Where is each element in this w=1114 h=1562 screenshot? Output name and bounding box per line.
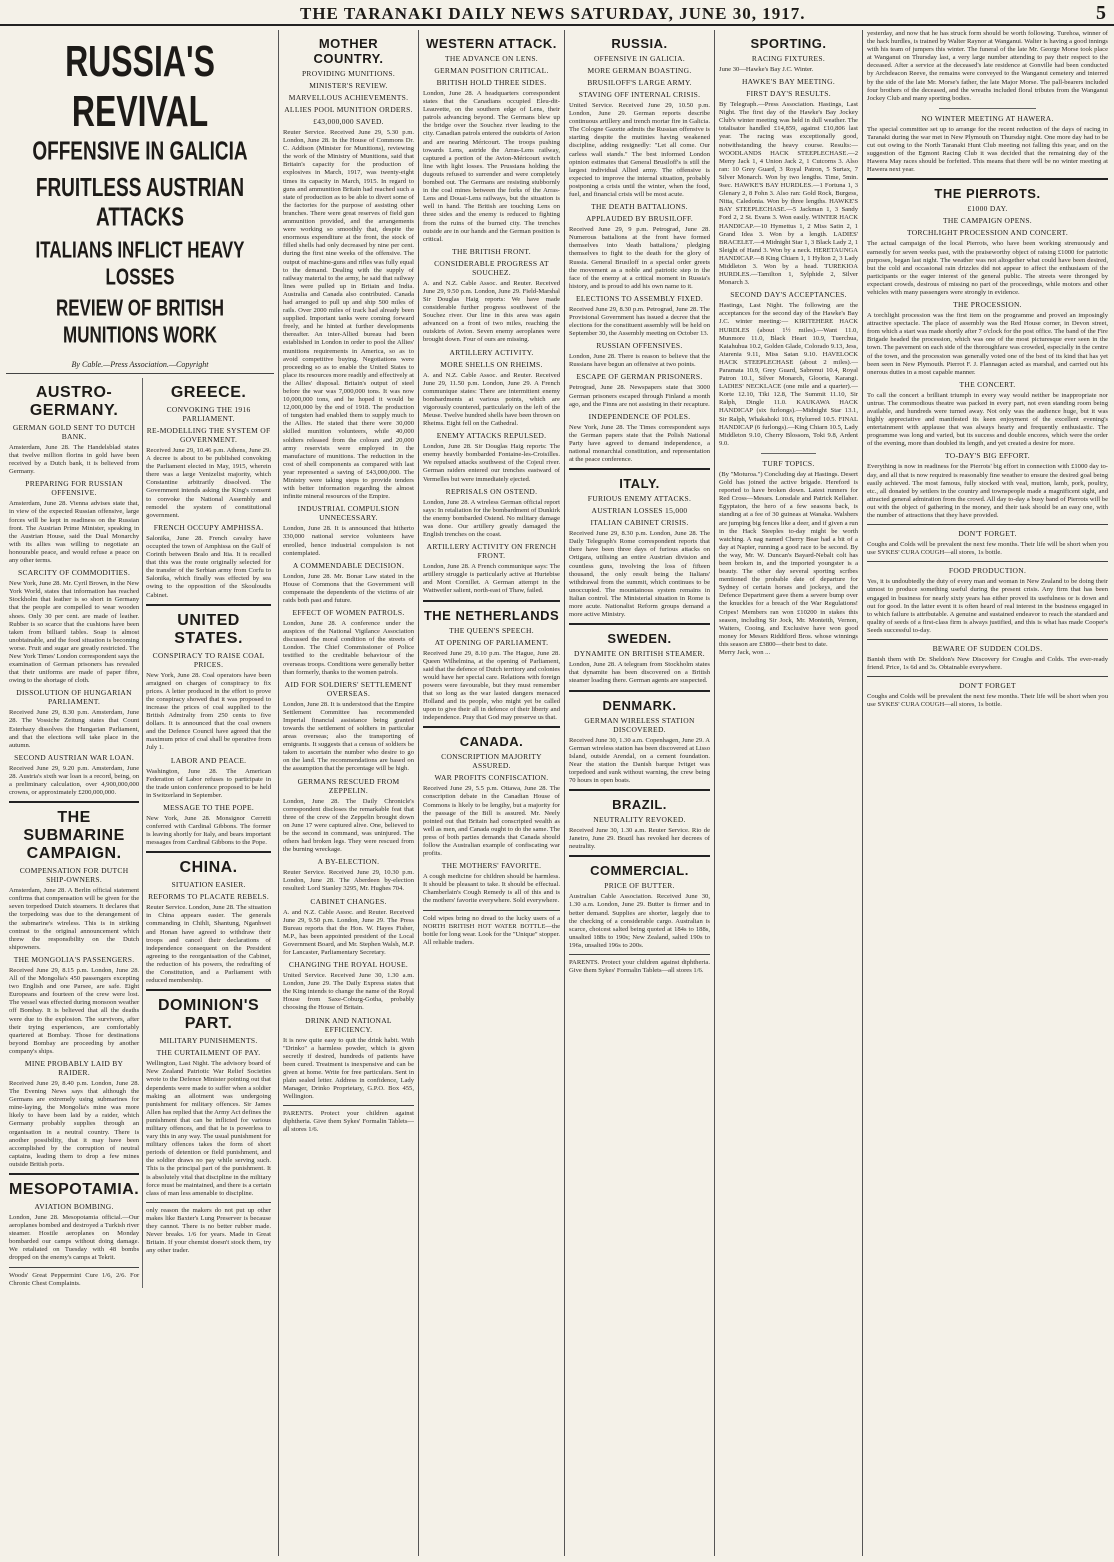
article-subhead: CONSIDERABLE PROGRESS AT SOUCHEZ. xyxy=(434,258,549,277)
article-body: Received June 29, 8.30 p.m. Petrograd, June 28. The Provisional Government has issued a decree that the elections for the constituent assembly will be held on September 30, the Assembly meeting on October 13. xyxy=(569,305,710,338)
article-subhead: ELECTIONS TO ASSEMBLY FIXED. xyxy=(575,293,704,303)
article-body: Wellington, Last Night. The advisory board of New Zealand Patriotic War Relief Societies wrote to the Defence Minister pointing out that dependents were made to suffer when a soldier making an allotment was undergoing punishment for military offences. Sir James Allen has replied that the Army Act defines the punishment that can be inflicted for various military offences, and that he is powerless to vary this in any way. The usual punishment for military offences takes the form of short periods of detention or field punishment, and the soldier draws no pay while serving such. This is the principal part of the punishment. It is absolutely vital that discipline in the military force must be maintained, and there is a certain class of man less amenable to discipline. xyxy=(146,1060,271,1197)
article-subhead: MINE PROBABLY LAID BY RAIDER. xyxy=(24,1058,124,1077)
article-subhead: THE PROCESSION. xyxy=(953,300,1022,310)
advertisement: Banish them with Dr. Sheldon's New Discovery for Coughs and Colds. The ever-ready friend. Price, 1s 6d and 3s. Obtainable everywhere. xyxy=(867,655,1108,672)
advertisement: Yes, it is undoubtedly the duty of every man and woman in New Zealand to be doing their utmost to produce something useful during the present crisis. Any firm that has been engaged in business for nearly sixty years has either proved its usefulness or is down and out for good. In the latter event it is often heard of real interest in the business engaged in to which failure is attributable. A genuine and sustained endeavor to reach the standard and quality of seeds of a first-class firm is always justified, and this is what has made Cooper's Seeds successful to-day. xyxy=(867,578,1108,634)
article-body: Petrograd, June 28. Newspapers state that 3000 German prisoners escaped through Finland a month ago, and the Finns are not assisting in their recapture. xyxy=(569,384,710,408)
article-subhead: PROVIDING MUNITIONS. xyxy=(301,69,396,78)
article-subhead: THE DEATH BATTALIONS. xyxy=(591,202,688,212)
article-body: A torchlight procession was the first item on the programme and proved an imposingly attractive spectacle. The place of assembly was the Red House corner, in Devon street, from which a start was made shortly after 7 o'clock for the post office. The band of the Fire Brigade headed the procession, which was one of the most picturesque ever seen in the town. The pavement on each side of the thoroughfare was crowded, especially in the centre of the town, and the procession was generally voted one of the best of its kind that has yet been seen in New Plymouth. Pierrot F. J. Flannagan acted as marshal, and carried out his onerous duties in a most capable manner. xyxy=(867,312,1108,376)
section-title-greece: GREECE. xyxy=(170,384,247,401)
article-body: London, June 28. Mesopotamia official.—Our aeroplanes bombed and destroyed a Turkish river steamer. Hostile aeroplanes on Monday bombarded our camps without doing damage. We retaliated on Tuesday with 48 bombs dropped on the enemy's camps at Tekrit. xyxy=(9,1214,140,1262)
article-body: London, June 28. A headquarters correspondent states that the Canadians occupied Eleu-dit-Leauvette, on the southern edge of Lens, their patrols advancing beyond. The Germans blew up the bridge over the Souchez river leading to the city. Canadian patrols entered the outskirts of Avion and are nearing Méricourt. The troops pushing towards Lens, astride the Arras-Lens railway, captured a portion of the Avion-Méricourt switch line with light losses. The Prussians holding the dugouts refused to surrender and were completely bombed out. The Germans are resisting stubbornly in the coal mines between the forks of the Arras-Lens and Douai-Lens railways, but the situation is well in hand. The British are touching Lens on three sides and the enemy is reduced to fighting from the ruins of the burned city. The trenches outside are in our hands and the German position is critical. xyxy=(423,90,560,243)
section-title-united-states: UNITED STATES. xyxy=(174,611,243,647)
column-1-split xyxy=(6,378,274,1288)
article-body: London, June 28. It is announced that hitherto 330,000 national service volunteers have enrolled, hence industrial compulsion is not contemplated. xyxy=(283,525,414,557)
article-body: New York, June 28. Monsignor Cerretti conferred with Cardinal Gibbons. The former is leaving shortly for Italy, and bears important messages from Cardinal Gibbons to the Pope. xyxy=(146,814,271,847)
article-subhead: MESSAGE TO THE POPE. xyxy=(163,802,255,812)
article-body: Received June 29, 8.40 p.m. London, June 28. The Evening News says that although the Germans are extremely using submarines for mine-laying, the Mongolia's mine was more likely to have been laid by a raider, which Germany probably supplies through an organisation in a neutral country. There is another possibility, that it may have been accomplished by the corruption of neutral captains, leading them to drop a few mines outside British ports. xyxy=(9,1079,140,1168)
section-title-canada: CANADA. xyxy=(459,734,524,750)
article-subhead: CABINET CHANGES. xyxy=(310,896,387,906)
advertisement: PARENTS. Protect your children against diphtheria. Give them Sykes' Formalin Tablets—all stores 1/6. xyxy=(283,1110,414,1134)
article-body: A. and N.Z. Cable Assoc. and Reuter. Received June 29, 9.50 p.m. London, June 29. The Press Bureau reports that the Hon. W. Hayes Fisher, M.P., has been appointed president of the Local Government Board, and Mr. Stephen Walsh, M.P. for Lancaster, Parliamentary Secretary. xyxy=(283,908,414,956)
article-body: Reuter Service. Received June 29, 10.30 p.m. London, June 28. The Aberdeen by-election resulted: Lord Stanley 3295, Mr. Hughes 704. xyxy=(283,869,414,893)
article-subhead: BRITISH HOLD THREE SIDES. xyxy=(436,78,547,87)
article-subhead: REFORMS TO PLACATE REBELS. xyxy=(148,892,270,902)
article-subhead: RUSSIAN OFFENSIVES. xyxy=(596,341,683,351)
article-subhead: AT OPENING OF PARLIAMENT. xyxy=(434,637,549,647)
article-body: Reuter Service. London, June 28. The situation in China appears easier. The generals commanding in Chihli, Shantung, Nganhwei and Honan have agreed to withdraw their troops and cancel their declarations of independence consequent on the President agreeing to the reorganisation of the Cabinet, the reduction of his powers, the redrafting of the Constitution, and a Parliament with reduced membership. xyxy=(146,904,271,985)
article-body: London, June 28. A conference under the auspices of the National Vigilance Association discussed the moral condition of the streets of London. The Chief Commissioner of Police testified to the creditable behaviour of the overseas troops. Conditions were generally better than formerly, thanks to the women patrols. xyxy=(283,620,414,676)
article-subhead: CONVOKING THE 1916 PARLIAMENT. xyxy=(166,405,251,423)
column-1b xyxy=(142,378,274,1288)
column-6 xyxy=(862,30,1112,1556)
article-subhead: THE CAMPAIGN OPENS. xyxy=(943,216,1032,226)
section-title-western-attack: WESTERN ATTACK. xyxy=(426,36,557,51)
section-title-denmark: DENMARK. xyxy=(602,697,677,713)
article-body: A cough medicine for children should be harmless. It should be pleasant to take. It should be effectual. Chamberlain's Cough Remedy is all of this and is the mothers' favorite everywhere. Sold everywhere. xyxy=(423,873,560,905)
column-5 xyxy=(714,30,862,1556)
column-4 xyxy=(564,30,714,1556)
article-body: (By "Moturoa.") Concluding day at Hastings. Desert Gold has joined the active brigade. Hereford is reported to have broken down. Latest runners for Red Cross—Messrs. Lonsdale and Patrick Kellaher. Egyptaton, the hero of a few seasons back, is standing at a fee of 30 guineas at Wanaka. Walshers are jumping big fences like a deer, and if given a run in the Hack Steeples to-day might be worth watching. A nag named Cherry Bear had a bit of a day at Napier, running a good race to be second. By the way, Mr. W. Duncan's Bayard-Nebalt colt has been broken in, and the imported youngster is a beauty. The other day several sporting scribes mentioned the probable date of departure for Sydney of certain horses and jockeys, and the Defence Department gave them a severe bump over the knuckles for a breach of the War Regulations! Cripes! Members ran won £10200 in stakes this season, including Sir Jock, Mr. Monteith, Vernon, Waiters, Cooing, and Exclusive have won good money for Messrs Riddiford Bros. whose winnings this season are £3800—their best to date. xyxy=(719,470,858,648)
article-body: Received June 29, 9 p.m. Petrograd, June 28. Numerous battalions at the front have formed themselves into 'death battalions,' pledging themselves to fight to the death for the glory of Russia. General Brusiloff in a special order greets the movement as a noble and patriotic step in the face of the enemy at a critical moment in Russia's history, and is proud to add his own name to it. xyxy=(569,226,710,290)
article-subhead: £43,000,000 SAVED. xyxy=(313,117,384,126)
article-subhead: MORE SHELLS ON RHEIMS. xyxy=(440,359,543,369)
advertisement: Cold wipes bring no dread to the lucky users of a NORTH BRITISH HOT WATER BOTTLE—the bottle for long wear. Look for the "Unique" stopper. All reliable traders. xyxy=(423,914,560,946)
article-body: New York, June 28. The Times correspondent says the German papers state that the Polish National Party have agreed to demand independence, a national monarchial constitution, and representation at the peace conference. xyxy=(569,423,710,464)
article-body: Washington, June 28. The American Federation of Labor refuses to participate in the trade union conference proposed to be held in Switzerland in September. xyxy=(146,767,271,799)
advertisement: Coughs and Colds will be prevalent the next few months. Their life will be short when you use SYKES' CURA COUGH—all stores, 1s bottle. xyxy=(867,693,1108,709)
section-title-italy: ITALY. xyxy=(619,476,660,492)
article-body: Merry Jack, won ... xyxy=(719,649,771,656)
article-body: A. and N.Z. Cable Assoc. and Reuter. Received June 29, 11.50 p.m. London, June 29. A French communique states: There are intermittent enemy bombardments at various points, which are vigorously countered, particularly on the left of the Meuse. Twelve hundred shells have been thrown on Rheims. Eight fell on the Cathedral. xyxy=(423,371,560,428)
article-subhead: INDUSTRIAL COMPULSION UNNECESSARY. xyxy=(297,504,400,523)
advertisement: Woods' Great Peppermint Cure 1/6, 2/6. For Chronic Chest Complaints. xyxy=(9,1271,140,1287)
article-subhead: ITALIAN CABINET CRISIS. xyxy=(590,518,689,528)
article-body: London, June 28. A telegram from Stockholm states that dynamite has been discovered on a British steamer loading there. German agents are suspected. xyxy=(569,661,710,685)
article-body: London, June 28. Sir Douglas Haig reports: The enemy heavily bombarded Fontaine-les-Croisilles. We repulsed attacks southwest of the Cojeul river. German raiders entered our trenches eastward of Vermelles but were immediately ejected. xyxy=(423,443,560,483)
article-body: Reuter Service. Received June 29, 5.30 p.m. London, June 28. In the House of Commons Dr. C. Addison (Minister for Munitions), reviewing the work of the Ministry of Munitions, said that Britain's capacity for the production of explosives in March, 1917, was twenty-eight times its capacity in March, 1915. In regard to guns and ammunition Britain had reached such a state of production as to be able to divert some of the factories for the purpose of assisting other branches. There were great reserves of field gun ammunition provided, and the arrangements were working so smoothly that, despite the enormous expenditure at the front, the stock of filled shells had only decreased by nine per cent. during the first nine weeks of the offensive. The output of machine-guns and rifles was fully equal to the demand. Dealing with the supply of railway material to the army, he said that railway lines were pulled up in Britain and India. Australia and Canada also contributed. Canada had arranged to pull up and ship 500 miles of rails. Over 2000 miles of track had already been supplied. Important tanks were coming forward freely, and he hinted at further developments thereafter. An inter-Allied bureau had been established in London in order to pool the Allies' munitions requirements in America, so as to avoid competitive buying. Negotiations were proceeding so as to enable the United States to place its resources more readily and effectively at the Allies' disposal. Britain's output of steel before the war was 7,000,000 tons. It was now 10,000,000 tons, and he hoped it would be 12,000,000 by the end of 1918. The production of tungsten had enabled them to supply much to the Allies. He stated that there were 30,000 skilled munition volunteers, while 40,000 soldiers released from the colours and 20,000 army reservists were employed in the manufacture of munitions. The reduction in the cost of shell components as compared with last year represented a saving of £43,000,000. The Ministry were taking steps to provide tenders with better information regarding the almost infinite mineral resources of the Empire. xyxy=(283,129,414,501)
article-subhead: HAWKE'S BAY MEETING. xyxy=(741,77,836,87)
article-body: London, June 28. The Daily Chronicle's correspondent discloses the remarkable feat that three of the crew of the Zeppelin brought down on June 17 were captured alive. One, believed to be the second in command, was uninjured. The others had broken legs. They were rescued from the burning wreckage. xyxy=(283,797,414,854)
article-subhead: RACING FIXTURES. xyxy=(751,54,826,63)
article-subhead: AUSTRIAN LOSSES 15,000 xyxy=(591,506,688,516)
article-body: The special committee set up to arrange for the recent reduction of the days of racing in Taranaki during the war met in New Plymouth on Thursday night. One more day had to be cut out owing to the North Taranaki Hunt Club meeting not falling this year, and on the suggestion of the Egmont Racing Club it was decided that the remaining day of the Hawera May races should be forfeited. This means that there will be no winter meeting at Hawera next year. xyxy=(867,125,1108,174)
article-subhead: COMPENSATION FOR DUTCH SHIP-OWNERS. xyxy=(19,866,129,885)
article-subhead: TO-DAY'S BIG EFFORT. xyxy=(945,451,1030,461)
article-body: United Service. Received June 29, 10.50 p.m. London, June 29. German reports describe continuous artillery and trench mortar fire in Galicia. The Cologne Gazette admits the Russian offensive is starting despite the mutinies having weakened discipline, adding resignedly: "Let all come. Our carless wall stands." The best informed London opinion estimates that General Brusiloff's is still the largest individual Allied army. The offensive is expected to improve the internal situation, probably postponing a crisis until the winter, when the food, fuel, and financial crisis will be most acute. xyxy=(569,102,710,199)
article-subhead: SECOND AUSTRIAN WAR LOAN. xyxy=(14,752,135,762)
article-body: London, June 28. There is reason to believe that the Russians have begun an offensive at two points. xyxy=(569,353,710,369)
article-subhead: DON'T FORGET. xyxy=(958,529,1017,539)
article-subhead: MARVELLOUS ACHIEVEMENTS. xyxy=(288,93,409,102)
article-subhead: THE ADVANCE ON LENS. xyxy=(445,54,538,63)
article-subhead: THE QUEEN'S SPEECH. xyxy=(449,625,534,635)
article-body: United Service. Received June 30, 1.30 a.m. London, June 29. The Daily Express states that the King intends to change the name of the Royal House from Saxe-Coburg-Gotha, probably choosing the House of Britain. xyxy=(283,972,414,1012)
article-subhead: SITUATION EASIER. xyxy=(171,880,246,890)
article-subhead: FOOD PRODUCTION. xyxy=(948,566,1027,576)
main-headline: RUSSIA'S REVIVAL xyxy=(65,37,215,136)
article-body: Received June 29, 8.30 p.m. Amsterdam, June 28. The Vossiche Zeitung states that Count Esterhazy dissolves the Hungarian Parliament, and that the elections will take place in the autumn. xyxy=(9,709,140,749)
deck-3: ITALIANS INFLICT HEAVY LOSSES xyxy=(35,237,245,290)
article-subhead: ARTILLERY ACTIVITY ON FRENCH FRONT. xyxy=(426,542,557,561)
article-subhead: WAR PROFITS CONFISCATION. xyxy=(434,773,549,783)
article-body: Australian Cable Association. Received June 30, 1.30 a.m. London, June 29. Butter is firmer and in better demand. Supplies are shorter, largely due to the checking of a considerable cargo. Australian is scarce, choicest salted being quoted at 184s to 188s, unsalted 188s to 190s; New Zealand, salted 190s to 196s, unsalted 196s to 200s. xyxy=(569,893,710,949)
article-body: A. and N.Z. Cable Assoc. and Reuter. Received June 29, 9.50 p.m. London, June 29. Field-Marshal Sir Douglas Haig reports: We have made considerable further progress southwest of the Souchez river. Our line in this area was again advanced on a front of two miles, reaching the outskirts of Avion. Seven enemy aeroplanes were brought down. Four of ours are missing. xyxy=(423,279,560,344)
section-title-commercial: COMMERCIAL. xyxy=(590,863,689,879)
article-subhead: THE CONCERT. xyxy=(959,379,1016,389)
section-title-china: CHINA. xyxy=(179,859,238,877)
article-body: By Telegraph.—Press Association. Hastings, Last Night. The first day of the Hawke's Bay Jockey Club's winter meeting was held in dull weather. The totalisator handled £14,859, against £10,806 last year. The racing was exceptionally good, notwithstanding the heavy course. Results:— WOODLANDS HACK STEEPLECHASE.—2 Merry Jack 1, 4 Union Jack 2, 1 Cutcorns 3. Also ran: 10 Grey Guard, 3 Royal Patron, 5 Surtax, 7 Silver Monarch. Won by two lengths. Time, 5min. 9sec. HAWKE'S BAY HURDLES.—1 Fortuna 1, 3 Glenary 2, 8 Fohn 3. Also ran: Gold Rock, Burgess, Nitta, Caledonia. Won by three lengths. HAWKE'S BAY STEEPLECHASE.—5 Jackman 1, 3 Sandy Ford 2, 2 St. Evans 3. Won easily. WINTER HACK HANDICAP.—10 Hymettus 1, 2 Miss Satin 2, 1 Grand Idea 3. Won by a length. LADIES' BRACELET.—4 Midnight Star 1, 3 Black Lady 2, 1 Sleight of Hand 3. Won by a neck. HERETAUNGA HANDICAP.—8 King Chiarn 1, 1 Hylton 2, 3 Lady Middleton 3. Won by a head. TUREKIOA HURDLES.—Tamilton 1, Sylphide 2, Silver Monarch 3. xyxy=(719,101,858,287)
section-title-submarine: THE SUBMARINE CAMPAIGN. xyxy=(23,809,125,863)
article-body: Received June 29, 10.46 p.m. Athens, June 29. A decree is about to be published convoking the Parliament elected in May, 1915, wherein there was a large Venizelist majority, which Constantine arbitrarily dissolved. The Government intends asking the King's consent to convoke the National Assembly and remodel the system of constitutional government. xyxy=(146,447,271,519)
section-title-sweden: SWEDEN. xyxy=(607,631,672,647)
article-subhead: CHANGING THE ROYAL HOUSE. xyxy=(288,960,409,970)
article-subhead: FURIOUS ENEMY ATTACKS. xyxy=(587,494,692,504)
page-number: 5 xyxy=(1096,2,1106,24)
article-body: yesterday, and now that he has struck form should be worth following. Turehoa, winner of the hack hurdles, is trained by Walter Raynor at Wanganui. Walter is having a good innings with his team of jumpers this winter. The funeral of the late Mr. George Morse took place at Wanganui on Thursday last, a very large number attending to pay their respect to the deceased. After a service at the deceased's late residence at Gonville had been conducted by Archdeacon Reeve, the remains were conveyed to the Wanganui cemetery and interred by the side of the late Mr. Morse's father, the late Major Morse. The pall-bearers included four brothers of the deceased, and the wreaths included floral tributes from the Wanganui Jockey Club and many sporting bodies. xyxy=(867,30,1108,102)
article-body: Amsterdam, June 28. The Handelsblad states that twelve million florins in gold have been received by a Dutch bank, it is believed from Germany. xyxy=(9,444,140,476)
article-body: Received June 30, 1.30 a.m. Reuter Service. Rio de Janeiro, June 29. Brazil has revoked her decrees of neutrality. xyxy=(569,827,710,851)
article-subhead: TURF TOPICS. xyxy=(762,458,815,468)
article-subhead: THE MONGOLIA'S PASSENGERS. xyxy=(13,954,135,964)
article-body: New York, June 28. Mr. Cyril Brown, in the New York World, states that information has reached Stockholm that leather is so short in Germany that the people are compelled to wear wooden shoes. Only 30 per cent. are made of leather. Rubber is so scarce that the cushions have been taken from billiard tables. Soap is almost unobtainable, and the food situation is becoming worse. Fruit and sugar are greatly restricted. The New York Times' London correspondent says the examination of German prisoners has revealed that their uniforms are made of paper fibre, owing to the shortage of cloth. xyxy=(9,580,140,685)
column-2 xyxy=(278,30,418,1556)
article-subhead: GERMAN POSITION CRITICAL. xyxy=(434,66,549,75)
column-3 xyxy=(418,30,564,1556)
section-title-russia: RUSSIA. xyxy=(611,36,668,51)
article-subhead: PRICE OF BUTTER. xyxy=(604,881,675,891)
article-subhead: AVIATION BOMBING. xyxy=(34,1202,114,1211)
article-subhead: CONSCRIPTION MAJORITY ASSURED. xyxy=(441,752,542,771)
article-subhead: DYNAMITE ON BRITISH STEAMER. xyxy=(574,649,705,659)
article-body: New York, June 28. Coal operators have been arraigned on charges of conspiracy to fix prices. A letter produced in the effort to prove the conspiracy showed that it was proposed to increase the prices of coal supplied to the British Admiralty from 250 cents to five dollars. It is announced that the coal owners and the Defence Council have agreed that the maximum price of coal shall be operative from July 1. xyxy=(146,671,271,752)
section-title-mesopotamia: MESOPOTAMIA. xyxy=(9,1181,140,1198)
article-body: Received June 29, 9.20 p.m. Amsterdam, June 28. Austria's sixth war loan is a record, being, on a preliminary calculation, over 4,900,000,000 crowns, or approximately £200,000,000. xyxy=(9,764,140,797)
section-title-netherlands: THE NETHERLANDS xyxy=(423,607,560,623)
masthead-title: THE TARANAKI DAILY NEWS SATURDAY, JUNE 30, 1917. xyxy=(300,4,806,23)
article-subhead: FRENCH OCCUPY AMPHISSA. xyxy=(153,522,264,532)
deck-2: FRUITLESS AUSTRIAN ATTACKS xyxy=(35,174,245,233)
article-subhead: MORE GERMAN BOASTING. xyxy=(587,66,692,75)
article-subhead: DRINK AND NATIONAL EFFICIENCY. xyxy=(305,1015,392,1034)
article-body: June 30—Hawke's Bay J.C. Winter. xyxy=(719,66,814,73)
article-subhead: MINISTER'S REVIEW. xyxy=(309,81,388,90)
article-subhead: BEWARE OF SUDDEN COLDS. xyxy=(932,643,1043,653)
section-title-brazil: BRAZIL. xyxy=(612,797,667,813)
section-title-mother-country: MOTHER COUNTRY. xyxy=(313,36,384,66)
section-title-pierrots: THE PIERROTS. xyxy=(934,186,1041,202)
advertisement: Coughs and Colds will be prevalent the next few months. Their life will be short when you use SYKES' CURA COUGH—all stores, 1s bottle. xyxy=(867,541,1108,557)
deck-1: OFFENSIVE IN GALICIA xyxy=(32,138,248,167)
article-body: Hastings, Last Night. The following are the acceptances for the second day of the Hawke's Bay J.C. winter meeting:— KIRITEHERE HACK HURDLES (about 1½ miles).—Want 11.0, Munmore 11.0, Black Heart 10.9, Tuerchua, Kaiahuhua 10.2, Golden Glade, Colorado 9.13, Jess, Atarenia 9.11, Miss Satan 9.10. HAVELOCK HACK STEEPLECHASE (about 2 miles).—Paramata 10.9, Grey Guard, Sabrenui 10.4, Royal Patron 10.1, Silver Monarch, Glooria, Karangi. LADIES' NECKLACE (one mile and a quarter).—Korte 12.10, Tiki 12.8, The Summit 11.10, Sir Ralph, Dingle 11.0. KAUKAWA HACK HANDICAP (six furlongs).—Midnight Star 13.1, Sir Ralph, Whakahoki 10.6, Hylurred 10.5. FINAL HANDICAP (6 furlongs).—King Chiarn 10.5, Lady Middleton 9.10, Cherry Blossom, Toki 9.8, Ardent 9.0. xyxy=(719,302,858,447)
advertisement: PARENTS. Protect your children against diphtheria. Give them Sykes' Formalin Tablets—all stores 1/6. xyxy=(569,959,710,975)
article-subhead: £1000 DAY. xyxy=(967,204,1008,214)
article-subhead: RE-MODELLING THE SYSTEM OF GOVERNMENT. xyxy=(146,426,271,444)
article-body: Everything is now in readiness for the Pierrots' big effort in connection with £1000 day to-day, and all that is now required is reasonably fine weather to ensure the desired goal being easily achieved. The most famous, fully stocked with veal, mutton, lamb, pork, poultry, etc., all donated by settlers in the country and townspeople made a magnificent sight, and attracted general admiration from the crowd. All day to-day a busy band of Pierrots will be out with the object of gathering in the money, and their task should be an easy one, with the number of attractions that they have provided. xyxy=(867,463,1108,520)
advertisement: only reason the makers do not put up other makes like Baxter's Lung Preserver is because they cannot. There is no better rubber made. Never breaks. 1/6 for years. Made in Great Britain. If your chemist doesn't stock them, try any other trader. xyxy=(146,1206,271,1255)
article-body: London, June 28. A French communique says: The artillery struggle is particularly active at Hurtebise and Mont Cornillet. A German attempt in the Wattweiler salient, north-east of Thaw, failed. xyxy=(423,563,560,595)
article-subhead: DISSOLUTION OF HUNGARIAN PARLIAMENT. xyxy=(16,688,132,707)
article-subhead: APPLAUDED BY BRUSILOFF. xyxy=(585,214,694,224)
column-1a xyxy=(6,378,142,1288)
byline: By Cable.—Press Association.—Copyright xyxy=(71,360,209,369)
article-subhead: PREPARING FOR RUSSIAN OFFENSIVE. xyxy=(25,479,123,498)
article-body: London, June 28. Mr. Bonar Law stated in the House of Commons that the Government will compensate the dependents of the victims of air raids both past and future. xyxy=(283,572,414,604)
article-subhead: NO WINTER MEETING AT HAWERA. xyxy=(921,113,1054,123)
article-subhead: CONSPIRACY TO RAISE COAL PRICES. xyxy=(152,650,265,669)
article-subhead: INDEPENDENCE OF POLES. xyxy=(588,411,691,421)
article-subhead: SECOND DAY'S ACCEPTANCES. xyxy=(730,290,847,300)
section-title-austro-germany: AUSTRO-GERMANY. xyxy=(29,384,119,419)
article-subhead: ALLIES POOL MUNITION ORDERS. xyxy=(284,105,413,114)
article-subhead: GERMANS RESCUED FROM ZEPPELIN. xyxy=(297,776,400,795)
article-body: The actual campaign of the local Pierrots, who have been working strenuously and earnestly for seven weeks past, with the praiseworthy object of raising £1000 for patriotic purposes, began last night. The weather was not altogether what could have been desired, but the cold and occasional rain drizzles did not appear to affect the enthusiasm of the participants or the eager interest of the general public. The streets were thronged by expectant crowds, desirous of missing no part of the proceedings, while motors and other vehicles with many passengers were strongly in evidence. xyxy=(867,240,1108,296)
article-body: Received June 29, 5.5 p.m. Ottawa, June 28. The conscription debate in the Canadian House of Commons is likely to be lengthy, but a majority for the passage of the Bill is assured. Mr. Neely pointed out that Britain had conscripted wealth as well as men, and Canada ought to do the same. The press of both parties demands that Canada should follow the Australian example of confiscating war profits. xyxy=(423,785,560,858)
article-subhead: LABOR AND PEACE. xyxy=(170,755,247,765)
article-body: It is now quite easy to quit the drink habit. With "Drinko" a harmless powder, which is given secretly if desired, hundreds of patients have been cured. Treatment is inexpensive and can be given at home. Write for free particulars. Sent in plain sealed letter. Address in confidence, Lady Manager, Drinko Proprietary, G.P.O. Box 455, Wellington. xyxy=(283,1036,414,1101)
article-body: Received June 29, 8.15 p.m. London, June 28. All of the Mongolia's 450 passengers excepting two English and one Parsee, are safe. Eight Europeans and fourteen of the crew were lost. The vessel was effected during monsoon weather off Bombay. It is believed that all the deaths were due to the explosion. The survivors, after their trying experiences, are comfortably quartered at Bombay. Those for destinations beyond Bombay are proceeding by another company's ships. xyxy=(9,966,140,1055)
article-body: Received June 29, 8.10 p.m. The Hague, June 28. Queen Wilhelmina, at the opening of Parliament, said that the defence of Dutch territory and colonies would have her special care. Relations with foreign powers were favourable, but they must remember that so long as the war lasted dangers menaced Holland and its people, who might yet be called upon to give their all in defence of their liberty and independence. Pray that God may preserve us that. xyxy=(423,649,560,722)
article-subhead: ARTILLERY ACTIVITY. xyxy=(449,347,534,357)
article-subhead: THE CURTAILMENT OF PAY. xyxy=(156,1048,261,1058)
article-body: London, June 28. A wireless German official report says: In retaliation for the bombardment of Dunkirk the enemy bombarded Ostend. No military damage was done. Our artillery greatly damaged the English trenches on the coast. xyxy=(423,498,560,539)
article-subhead: THE MOTHERS' FAVORITE. xyxy=(441,861,542,871)
article-body: Amsterdam, June 28. A Berlin official statement confirms that compensation will be given for the seven torpedoed Dutch steamers. It declares that the torpedoing was due to the derangement of the submarine's wireless. This is in striking contrast to the original announcement which threw the responsibility on the Dutch shipowners. xyxy=(9,887,140,951)
article-subhead: ENEMY ATTACKS REPULSED. xyxy=(436,431,547,441)
article-subhead: SCARCITY OF COMMODITIES. xyxy=(18,568,131,578)
masthead xyxy=(0,0,1114,26)
article-subhead: AID FOR SOLDIERS' SETTLEMENT OVERSEAS. xyxy=(284,679,413,698)
article-subhead: BRUSILOFF'S LARGE ARMY. xyxy=(587,78,692,87)
article-subhead: THE BRITISH FRONT. xyxy=(452,246,531,256)
article-subhead: ESCAPE OF GERMAN PRISONERS. xyxy=(576,372,703,382)
article-subhead: FIRST DAY'S RESULTS. xyxy=(746,89,831,99)
section-title-sporting: SPORTING. xyxy=(750,36,827,51)
article-subhead: TORCHLIGHT PROCESSION AND CONCERT. xyxy=(906,228,1069,238)
article-body: Salonika, June 28. French cavalry have occupied the town of Amphissa on the Gulf of Corinth between Bralo and Itia. It is recalled that this was the route originally selected for the transfer of the Serbian army from Corfu to Salonika, which finally was effected by sea owing to the opposition of the Skouloudis Cabinet. xyxy=(146,534,271,599)
section-title-dominion: DOMINION'S PART. xyxy=(157,997,260,1033)
article-subhead: DON'T FORGET xyxy=(959,681,1016,691)
article-subhead: STAVING OFF INTERNAL CRISIS. xyxy=(578,90,701,99)
article-body: London, June 28. It is understood that the Empire Settlement Committee has recommended Imperial financial assistance being granted towards the settlement of soldiers in particular areas overseas; also the transporting of emigrants. It suggests that a census of soldiers be taken to ascertain the number who desire to go on the land. The recommendations are based on the assumption that the percentage will be high. xyxy=(283,700,414,773)
article-subhead: GERMAN WIRELESS STATION DISCOVERED. xyxy=(584,715,695,734)
article-body: Received June 30, 1.30 a.m. Copenhagen, June 29. A German wireless station has been discovered at Lisso Island, outside Arendal, on a cement foundation. Near the station the Danish barque Ivitget was torpedoed and sunk without warning, the crew being 70 hours in open boats. xyxy=(569,736,710,784)
article-body: To call the concert a brilliant triumph in every way would neither be inappropriate nor untrue. The commodious theatre was packed in every part, not even standing room being available, and hundreds were turned away. Not only was the audience huge, but it was highly appreciative and manifested its keen enjoyment of the excellent evening's entertainment with applause that was always hearty and frequently enthusiastic. The programme was long and varied, but its success and double encores, which were the order of the evening, more than doubled its length, and yet created a desire for more. xyxy=(867,391,1108,448)
article-subhead: GERMAN GOLD SENT TO DUTCH BANK. xyxy=(12,423,136,441)
article-subhead: MILITARY PUNISHMENTS. xyxy=(159,1036,258,1046)
article-subhead: A COMMENDABLE DECISION. xyxy=(292,560,405,570)
article-subhead: EFFECT OF WOMEN PATROLS. xyxy=(292,608,405,618)
article-body: Amsterdam, June 28. Vienna advises state that, in view of the expected Russian offensive, large forces will be kept in readiness on the Russian front. The Austrian Prime Minister, speaking in the Austrian House, said the Dual Monarchy with its allies was willing to negotiate an honourable peace, and would refuse a peace on any other terms. xyxy=(9,500,140,565)
column-1 xyxy=(2,30,278,1556)
deck-4: REVIEW OF BRITISH MUNITIONS WORK xyxy=(55,295,225,348)
article-subhead: A BY-ELECTION. xyxy=(317,857,380,867)
article-subhead: NEUTRALITY REVOKED. xyxy=(593,815,686,825)
article-subhead: OFFENSIVE IN GALICIA. xyxy=(593,54,686,63)
article-body: Received June 29, 8.30 p.m. London, June 28. The Daily Telegraph's Rome correspondent reports that there have been three days of furious attacks on Ortigara, utilising an entire Austrian division and countless guns, involving the loss of fifteen thousand, the only result being the Italians' withdrawal from the summit, which continues to be unoccupied. The mountainous system remains in Italian control. The Ministerial situation in Rome is more acute. Nationalist Reform groups demand a more active Ministry. xyxy=(569,530,710,619)
article-subhead: REPRISALS ON OSTEND. xyxy=(445,486,538,496)
